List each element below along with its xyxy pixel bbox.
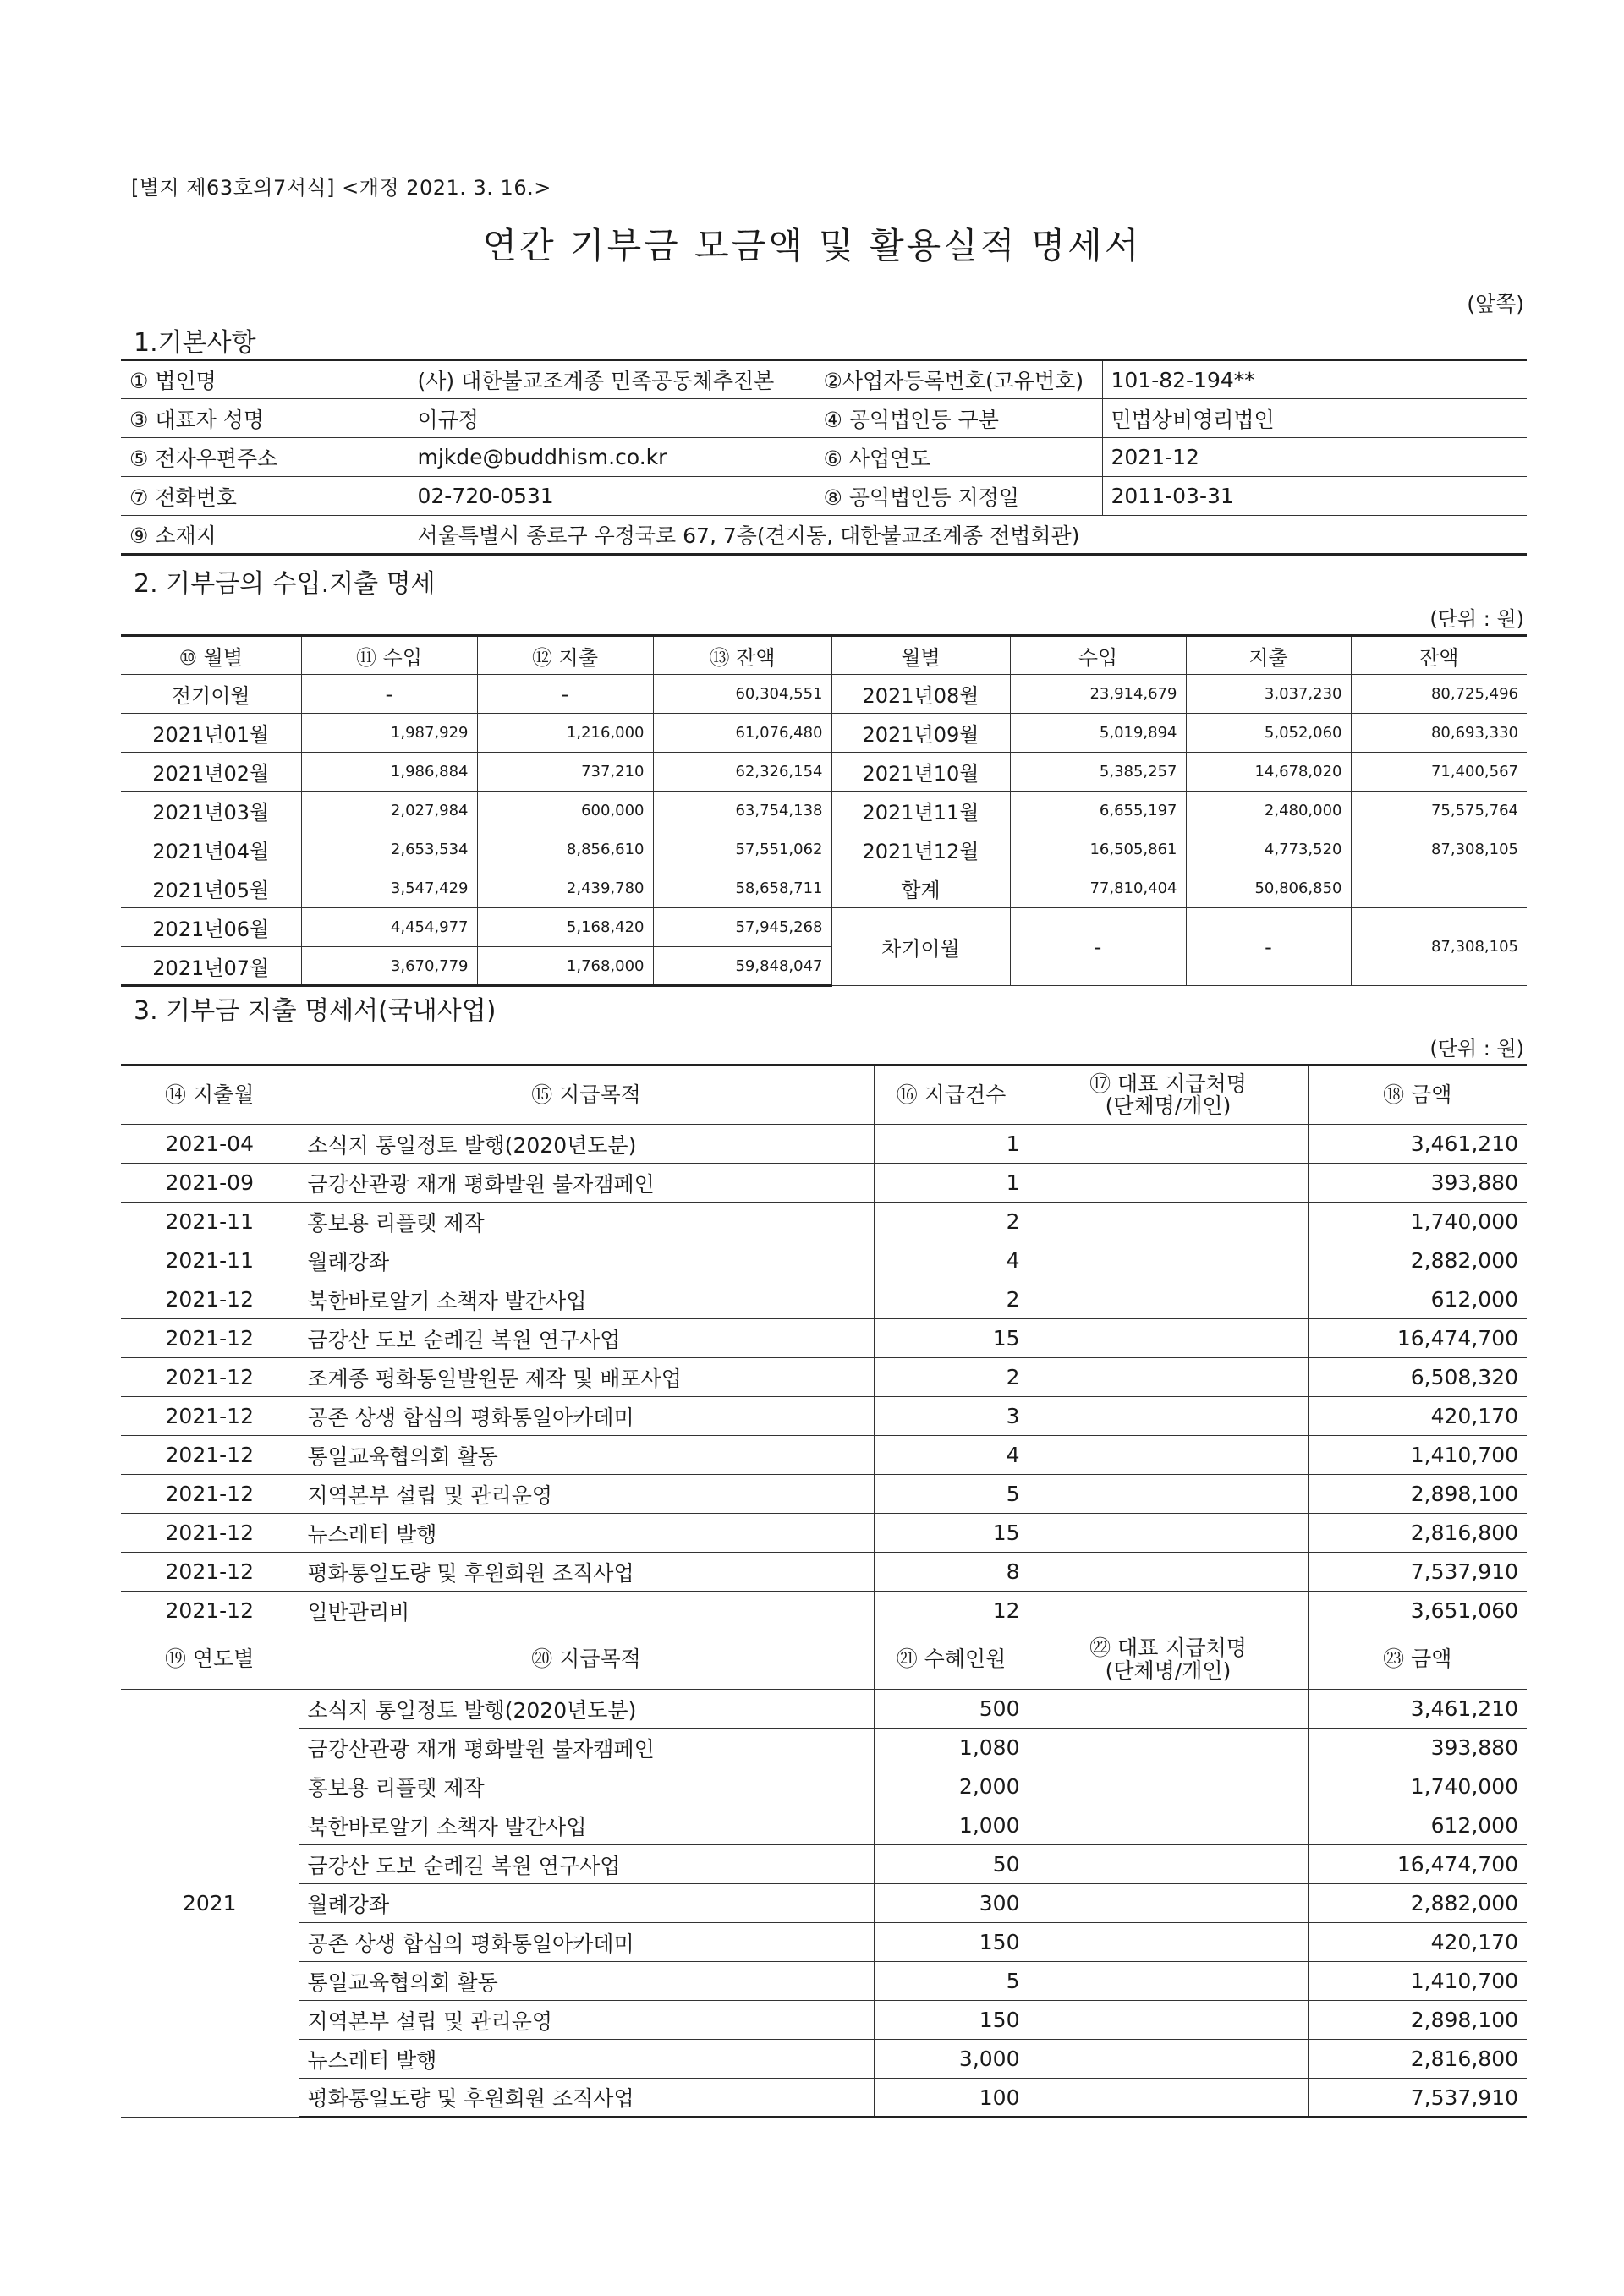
income-cell: 2,653,534 [301,830,477,869]
beneficiary-count-cell: 150 [874,2001,1029,2040]
beneficiary-count-cell: 1,000 [874,1806,1029,1845]
recipient-cell [1029,1397,1308,1436]
balance-cell: 87,308,105 [1351,830,1527,869]
recipient-cell [1029,1806,1308,1845]
field-value: 이규정 [409,399,815,438]
amount-cell: 420,170 [1308,1923,1527,1962]
count-cell: 12 [874,1592,1029,1630]
expense-detail-table [121,1064,1527,2118]
month-cell: 2021-12 [121,1514,299,1553]
recipient-cell [1029,1241,1308,1280]
amount-cell: 2,898,100 [1308,2001,1527,2040]
field-label: ⑨ 소재지 [121,516,409,555]
month-cell: 2021-12 [121,1280,299,1319]
month-cell: 2021년02월 [121,753,301,792]
income-cell: 1,986,884 [301,753,477,792]
balance-cell: 60,304,551 [653,675,831,714]
purpose-cell: 평화통일도량 및 후원회원 조직사업 [299,2079,874,2118]
basic-info-row [121,438,1527,477]
income-cell: 1,987,929 [301,714,477,753]
expense-cell: 50,806,850 [1186,869,1351,908]
field-label: ③ 대표자 성명 [121,399,409,438]
recipient-cell [1029,1280,1308,1319]
recipient-cell [1029,1164,1308,1203]
month-cell: 전기이월 [121,675,301,714]
month-cell: 2021-09 [121,1164,299,1203]
month-cell: 2021년01월 [121,714,301,753]
table-row [121,1923,1527,1962]
expense-cell: - [477,675,653,714]
field-label: ⑦ 전화번호 [121,477,409,516]
column-header: ㉑ 수혜인원 [874,1630,1029,1690]
amount-cell: 2,898,100 [1308,1475,1527,1514]
recipient-cell [1029,1125,1308,1164]
table-row [121,1729,1527,1767]
table-row [121,1436,1527,1475]
recipient-cell [1029,2040,1308,2079]
amount-cell: 2,816,800 [1308,2040,1527,2079]
count-cell: 2 [874,1358,1029,1397]
recipient-cell [1029,1690,1308,1729]
purpose-cell: 월례강좌 [299,1884,874,1923]
income-cell: - [301,675,477,714]
basic-info-row [121,516,1527,555]
recipient-cell [1029,1767,1308,1806]
carry-month-cell: 차기이월 [831,908,1010,986]
recipient-cell [1029,1553,1308,1592]
balance-cell: 61,076,480 [653,714,831,753]
month-cell: 2021년03월 [121,792,301,830]
month-cell: 2021-12 [121,1397,299,1436]
income-cell: 4,454,977 [301,908,477,947]
balance-cell [1351,869,1527,908]
field-value: 2021-12 [1102,438,1527,477]
column-header: ⑫ 지출 [477,636,653,675]
document-title: 연간 기부금 모금액 및 활용실적 명세서 [482,225,1142,266]
beneficiary-count-cell: 100 [874,2079,1029,2118]
field-label: ⑤ 전자우편주소 [121,438,409,477]
table-row [121,753,1527,792]
count-cell: 2 [874,1203,1029,1241]
purpose-cell: 지역본부 설립 및 관리운영 [299,1475,874,1514]
expense-cell: 600,000 [477,792,653,830]
section3-title: 3. 기부금 지출 명세서(국내사업) [134,996,497,1026]
expense-cell: 2,439,780 [477,869,653,908]
recipient-cell [1029,1845,1308,1884]
purpose-cell: 뉴스레터 발행 [299,2040,874,2079]
balance-cell: 59,848,047 [653,947,831,986]
balance-cell: 80,693,330 [1351,714,1527,753]
field-value: (사) 대한불교조계종 민족공동체추진본 [409,360,815,399]
rep-header-line1: ⑰ 대표 지급처명 [1089,1071,1247,1096]
count-cell: 8 [874,1553,1029,1592]
month-cell: 합계 [831,869,1010,908]
count-cell: 1 [874,1164,1029,1203]
beneficiary-count-cell: 5 [874,1962,1029,2001]
column-header: ⑲ 연도별 [121,1630,299,1690]
expense-cell: 14,678,020 [1186,753,1351,792]
beneficiary-count-cell: 300 [874,1884,1029,1923]
table-row [121,1203,1527,1241]
column-header: ㉓ 금액 [1308,1630,1527,1690]
field-value: 02-720-0531 [409,477,815,516]
recipient-cell [1029,1962,1308,2001]
purpose-cell: 공존 상생 합심의 평화통일아카데미 [299,1923,874,1962]
purpose-cell: 북한바로알기 소책자 발간사업 [299,1280,874,1319]
table-row [121,1884,1527,1923]
amount-cell: 2,882,000 [1308,1884,1527,1923]
month-cell: 2021년06월 [121,908,301,947]
month-cell: 2021년05월 [121,869,301,908]
beneficiary-count-cell: 3,000 [874,2040,1029,2079]
table-row [121,1962,1527,2001]
recipient-cell [1029,1475,1308,1514]
purpose-cell: 소식지 통일정토 발행(2020년도분) [299,1125,874,1164]
expense-cell: 3,037,230 [1186,675,1351,714]
recipient-cell [1029,1514,1308,1553]
table-row [121,1767,1527,1806]
month-cell: 2021년07월 [121,947,301,986]
table-row [121,869,1527,908]
month-cell: 2021-04 [121,1125,299,1164]
column-header: ⑩ 월별 [121,636,301,675]
rep-header-line1: ㉒ 대표 지급처명 [1089,1636,1247,1661]
basic-info-row [121,477,1527,516]
table-row [121,1592,1527,1630]
expense-cell: 5,052,060 [1186,714,1351,753]
purpose-cell: 뉴스레터 발행 [299,1514,874,1553]
month-cell: 2021-12 [121,1592,299,1630]
amount-cell: 6,508,320 [1308,1358,1527,1397]
table-row [121,1475,1527,1514]
purpose-cell: 조계종 평화통일발원문 제작 및 배포사업 [299,1358,874,1397]
expense-cell: 1,216,000 [477,714,653,753]
table-row [121,2001,1527,2040]
page-side-label: (앞쪽) [1467,292,1524,316]
field-value: 101-82-194** [1102,360,1527,399]
table-row [121,1319,1527,1358]
field-value: 민법상비영리법인 [1102,399,1527,438]
purpose-cell: 통일교육협의회 활동 [299,1962,874,2001]
table-row [121,2040,1527,2079]
field-label: ⑥ 사업연도 [815,438,1102,477]
recipient-cell [1029,2001,1308,2040]
table-header-row [121,1630,1527,1690]
income-cell: 3,670,779 [301,947,477,986]
month-cell: 2021-12 [121,1475,299,1514]
count-cell: 5 [874,1475,1029,1514]
amount-cell: 16,474,700 [1308,1319,1527,1358]
recipient-cell [1029,2079,1308,2118]
table-header-row [121,1066,1527,1125]
amount-cell: 1,740,000 [1308,1767,1527,1806]
income-cell: 77,810,404 [1010,869,1186,908]
table-row [121,792,1527,830]
month-cell: 2021년04월 [121,830,301,869]
purpose-cell: 통일교육협의회 활동 [299,1436,874,1475]
table-header-row [121,636,1527,675]
recipient-cell [1029,1358,1308,1397]
field-label: ⑧ 공익법인등 지정일 [815,477,1102,516]
balance-cell: 58,658,711 [653,869,831,908]
amount-cell: 2,816,800 [1308,1514,1527,1553]
amount-cell: 3,461,210 [1308,1690,1527,1729]
field-value: mjkde@buddhism.co.kr [409,438,815,477]
amount-cell: 7,537,910 [1308,2079,1527,2118]
month-cell: 2021-12 [121,1436,299,1475]
carry-expense-cell: - [1186,908,1351,986]
month-cell: 2021-11 [121,1203,299,1241]
table-row [121,1806,1527,1845]
balance-cell: 57,945,268 [653,908,831,947]
amount-cell: 3,651,060 [1308,1592,1527,1630]
rep-header-line2: (단체명/개인) [1105,1658,1232,1683]
purpose-cell: 금강산관광 재개 평화발원 불자캠페인 [299,1164,874,1203]
income-expense-table [121,634,1527,987]
purpose-cell: 금강산 도보 순례길 복원 연구사업 [299,1845,874,1884]
purpose-cell: 지역본부 설립 및 관리운영 [299,2001,874,2040]
income-cell: 23,914,679 [1010,675,1186,714]
purpose-cell: 홍보용 리플렛 제작 [299,1203,874,1241]
column-header: ⑬ 잔액 [653,636,831,675]
amount-cell: 393,880 [1308,1164,1527,1203]
table-row [121,1280,1527,1319]
income-cell: 5,019,894 [1010,714,1186,753]
expense-cell: 4,773,520 [1186,830,1351,869]
table-row [121,2079,1527,2118]
column-header: ⑯ 지급건수 [874,1066,1029,1125]
expense-cell: 2,480,000 [1186,792,1351,830]
section3-unit: (단위 : 원) [1429,1037,1524,1060]
year-cell: 2021 [121,1690,299,2118]
beneficiary-count-cell: 50 [874,1845,1029,1884]
beneficiary-count-cell: 1,080 [874,1729,1029,1767]
balance-cell: 62,326,154 [653,753,831,792]
table-row [121,675,1527,714]
purpose-cell: 일반관리비 [299,1592,874,1630]
balance-cell: 71,400,567 [1351,753,1527,792]
table-row [121,1514,1527,1553]
column-header: ⑭ 지출월 [121,1066,299,1125]
section2-title: 2. 기부금의 수입.지출 명세 [134,569,436,599]
amount-cell: 612,000 [1308,1280,1527,1319]
table-row [121,908,1527,947]
section2-unit: (단위 : 원) [1429,607,1524,631]
month-cell: 2021년08월 [831,675,1010,714]
amount-cell: 1,410,700 [1308,1962,1527,2001]
amount-cell: 7,537,910 [1308,1553,1527,1592]
column-header [1029,1630,1308,1690]
count-cell: 4 [874,1436,1029,1475]
field-label: ① 법인명 [121,360,409,399]
column-header: 잔액 [1351,636,1527,675]
income-cell: 2,027,984 [301,792,477,830]
purpose-cell: 월례강좌 [299,1241,874,1280]
column-header: ⑱ 금액 [1308,1066,1527,1125]
month-cell: 2021년09월 [831,714,1010,753]
section1-title: 1.기본사항 [134,328,256,358]
purpose-cell: 금강산관광 재개 평화발원 불자캠페인 [299,1729,874,1767]
column-header: ⑮ 지급목적 [299,1066,874,1125]
table-row [121,1164,1527,1203]
purpose-cell: 소식지 통일정토 발행(2020년도분) [299,1690,874,1729]
table-row [121,830,1527,869]
recipient-cell [1029,1729,1308,1767]
expense-cell: 1,768,000 [477,947,653,986]
month-cell: 2021-12 [121,1553,299,1592]
column-header: 수입 [1010,636,1186,675]
month-cell: 2021년10월 [831,753,1010,792]
month-cell: 2021-12 [121,1319,299,1358]
field-value: 2011-03-31 [1102,477,1527,516]
rep-header-line2: (단체명/개인) [1105,1093,1232,1118]
count-cell: 3 [874,1397,1029,1436]
income-cell: 3,547,429 [301,869,477,908]
table-row [121,1358,1527,1397]
amount-cell: 16,474,700 [1308,1845,1527,1884]
beneficiary-count-cell: 150 [874,1923,1029,1962]
recipient-cell [1029,1436,1308,1475]
table-row [121,1553,1527,1592]
balance-cell: 63,754,138 [653,792,831,830]
month-cell: 2021-11 [121,1241,299,1280]
table-row [121,1125,1527,1164]
month-cell: 2021년11월 [831,792,1010,830]
purpose-cell: 금강산 도보 순례길 복원 연구사업 [299,1319,874,1358]
field-label: ④ 공익법인등 구분 [815,399,1102,438]
column-header [1029,1066,1308,1125]
expense-cell: 8,856,610 [477,830,653,869]
expense-cell: 737,210 [477,753,653,792]
address-value: 서울특별시 종로구 우정국로 67, 7층(견지동, 대한불교조계종 전법회관) [409,516,1527,555]
purpose-cell: 북한바로알기 소책자 발간사업 [299,1806,874,1845]
form-number: [별지 제63호의7서식] <개정 2021. 3. 16.> [131,176,551,200]
amount-cell: 1,740,000 [1308,1203,1527,1241]
table-row [121,714,1527,753]
amount-cell: 612,000 [1308,1806,1527,1845]
amount-cell: 1,410,700 [1308,1436,1527,1475]
basic-info-row [121,399,1527,438]
table-row [121,1397,1527,1436]
expense-cell: 5,168,420 [477,908,653,947]
table-row [121,1845,1527,1884]
month-cell: 2021년12월 [831,830,1010,869]
month-cell: 2021-12 [121,1358,299,1397]
purpose-cell: 홍보용 리플렛 제작 [299,1767,874,1806]
recipient-cell [1029,1203,1308,1241]
basic-info-table [121,359,1527,556]
amount-cell: 2,882,000 [1308,1241,1527,1280]
purpose-cell: 공존 상생 합심의 평화통일아카데미 [299,1397,874,1436]
recipient-cell [1029,1592,1308,1630]
amount-cell: 3,461,210 [1308,1125,1527,1164]
purpose-cell: 평화통일도량 및 후원회원 조직사업 [299,1553,874,1592]
amount-cell: 420,170 [1308,1397,1527,1436]
column-header: ⑪ 수입 [301,636,477,675]
amount-cell: 393,880 [1308,1729,1527,1767]
table-row [121,1241,1527,1280]
count-cell: 1 [874,1125,1029,1164]
carry-income-cell: - [1010,908,1186,986]
count-cell: 2 [874,1280,1029,1319]
income-cell: 5,385,257 [1010,753,1186,792]
basic-info-row [121,360,1527,399]
balance-cell: 80,725,496 [1351,675,1527,714]
recipient-cell [1029,1923,1308,1962]
count-cell: 4 [874,1241,1029,1280]
beneficiary-count-cell: 500 [874,1690,1029,1729]
count-cell: 15 [874,1514,1029,1553]
column-header: 지출 [1186,636,1351,675]
beneficiary-count-cell: 2,000 [874,1767,1029,1806]
field-label: ②사업자등록번호(고유번호) [815,360,1102,399]
table-row [121,1690,1527,1729]
income-cell: 6,655,197 [1010,792,1186,830]
recipient-cell [1029,1884,1308,1923]
column-header: 월별 [831,636,1010,675]
recipient-cell [1029,1319,1308,1358]
income-cell: 16,505,861 [1010,830,1186,869]
balance-cell: 57,551,062 [653,830,831,869]
count-cell: 15 [874,1319,1029,1358]
balance-cell: 75,575,764 [1351,792,1527,830]
carry-balance-cell: 87,308,105 [1351,908,1527,986]
column-header: ⑳ 지급목적 [299,1630,874,1690]
